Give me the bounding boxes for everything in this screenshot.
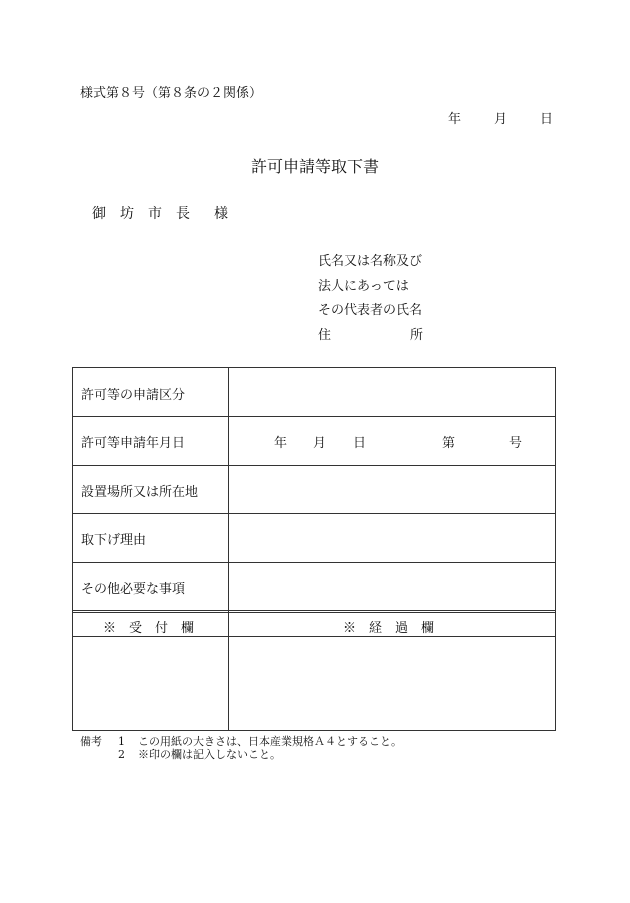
addressee-char: 坊 <box>120 206 134 222</box>
remark-number: 2 <box>118 748 125 761</box>
table-divider <box>73 416 555 417</box>
reception-column-header: ※ 受 付 欄 <box>103 621 195 636</box>
table-divider <box>73 562 555 563</box>
table-column-divider <box>228 368 229 730</box>
applicant-address-label-1: 住 <box>318 328 332 343</box>
remark-text: ※印の欄は記入しないこと。 <box>138 748 281 761</box>
table-divider <box>73 612 555 613</box>
date-row-month: 月 <box>313 436 327 451</box>
date-day-label: 日 <box>540 112 554 127</box>
row-label-application-type: 許可等の申請区分 <box>81 388 186 403</box>
table-divider <box>73 465 555 466</box>
row-label-application-date: 許可等申請年月日 <box>81 436 186 451</box>
document-title: 許可申請等取下書 <box>250 157 379 176</box>
application-table <box>72 367 556 731</box>
remark-text: この用紙の大きさは、日本産業規格Ａ４とすること。 <box>138 735 402 748</box>
addressee-honorific: 様 <box>214 206 228 222</box>
remark-number: 1 <box>118 735 125 748</box>
table-divider <box>73 636 555 637</box>
addressee <box>92 203 228 223</box>
table-divider <box>73 513 555 514</box>
table-divider <box>73 610 555 611</box>
applicant-name-label: 氏名又は名称及び <box>318 254 423 269</box>
date-row-number-prefix: 第 <box>442 436 456 451</box>
date-year-label: 年 <box>448 112 462 127</box>
progress-column-header: ※ 経 過 欄 <box>343 621 435 636</box>
date-row-number-suffix: 号 <box>509 436 523 451</box>
addressee-char: 御 <box>92 206 106 222</box>
row-label-location: 設置場所又は所在地 <box>81 485 199 500</box>
applicant-address-label-2: 所 <box>410 328 424 343</box>
addressee-char: 市 <box>148 206 162 222</box>
remarks-heading: 備考 <box>80 735 102 748</box>
date-row-day: 日 <box>353 436 367 451</box>
addressee-char: 長 <box>176 206 190 222</box>
form-number: 様式第８号（第８条の２関係） <box>80 86 263 101</box>
row-label-withdrawal-reason: 取下げ理由 <box>81 533 147 548</box>
date-month-label: 月 <box>494 112 508 127</box>
date-row-year: 年 <box>274 436 288 451</box>
row-label-other-matters: その他必要な事項 <box>81 582 186 597</box>
applicant-corp-label: 法人にあっては <box>318 279 409 294</box>
remark-item-2 <box>80 746 281 762</box>
applicant-rep-label: その代表者の氏名 <box>318 303 423 318</box>
